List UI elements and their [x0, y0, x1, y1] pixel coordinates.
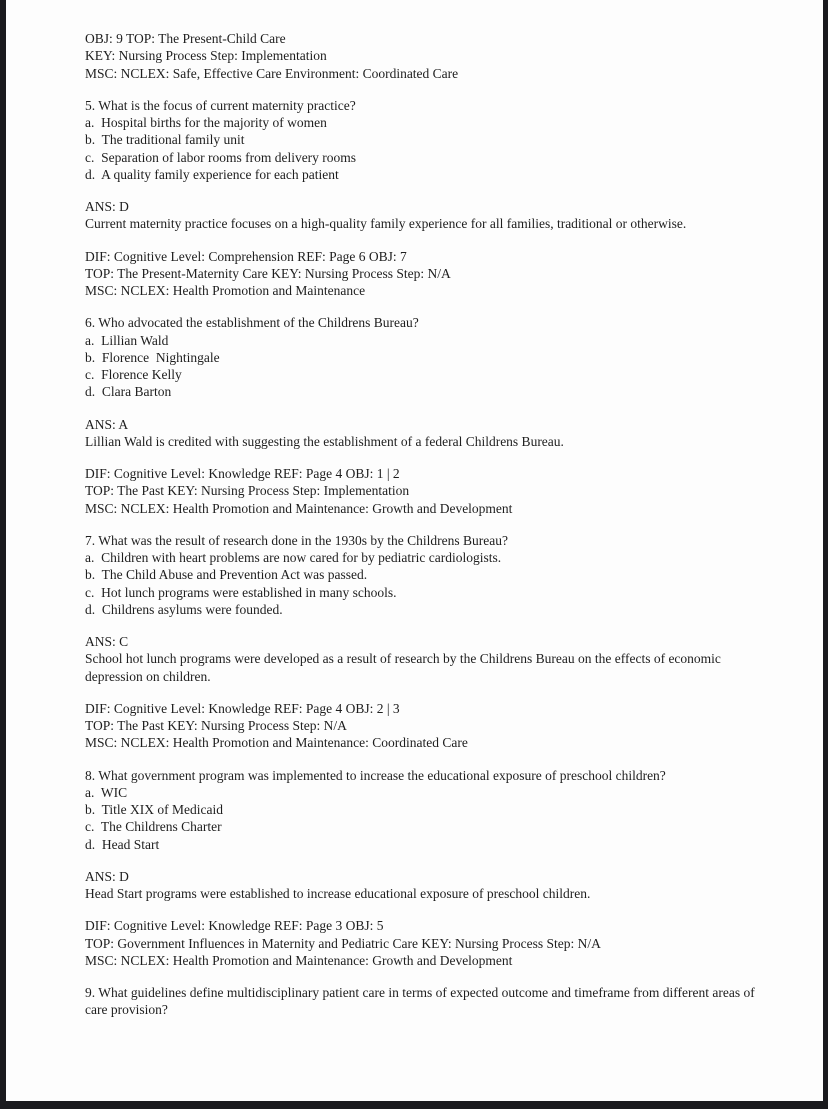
answer-option: d. Head Start — [85, 836, 160, 852]
answer-block — [85, 416, 760, 451]
question-text: 7. What was the result of research done in the 1930s by the Childrens Bureau? — [85, 532, 509, 548]
question-block — [85, 97, 760, 183]
question-block — [85, 314, 760, 400]
rationale-text: School hot lunch programs were developed as a result of research by the Childrens Bureau on the effects of economic depression on children. — [85, 651, 725, 684]
classification-line: TOP: Government Influences in Maternity and Pediatric Care KEY: Nursing Process Step: N/A — [85, 935, 601, 951]
document-page — [85, 30, 760, 1034]
classification-line: TOP: The Present-Maternity Care KEY: Nursing Process Step: N/A — [85, 265, 451, 281]
meta-line: KEY: Nursing Process Step: Implementation — [85, 48, 327, 64]
answer-option: b. The Child Abuse and Prevention Act was passed. — [85, 567, 368, 583]
question-text: 6. Who advocated the establishment of the Childrens Bureau? — [85, 315, 419, 331]
answer-option: b. Florence Nightingale — [85, 349, 220, 365]
classification-line: DIF: Cognitive Level: Comprehension REF: Page 6 OBJ: 7 — [85, 248, 407, 264]
answer-option: b. The traditional family unit — [85, 132, 245, 148]
answer-label: ANS: D — [85, 868, 129, 884]
answer-block — [85, 198, 760, 233]
answer-option: a. WIC — [85, 784, 128, 800]
classification-block — [85, 248, 760, 300]
answer-label: ANS: C — [85, 634, 129, 649]
rationale-text: Current maternity practice focuses on a high-quality family experience for all families, traditional or otherwise. — [85, 216, 687, 232]
classification-block — [85, 700, 760, 752]
classification-line: TOP: The Past KEY: Nursing Process Step: N/A — [85, 718, 347, 733]
answer-block — [85, 868, 760, 903]
answer-option: c. The Childrens Charter — [85, 819, 222, 835]
classification-block — [85, 465, 760, 517]
answer-option: a. Lillian Wald — [85, 332, 169, 348]
answer-label: ANS: D — [85, 199, 129, 214]
classification-line: MSC: NCLEX: Health Promotion and Maintenance: Growth and Development — [85, 952, 513, 968]
right-edge-bar — [823, 0, 828, 1109]
classification-line: DIF: Cognitive Level: Knowledge REF: Page 3 OBJ: 5 — [85, 918, 384, 934]
classification-line: MSC: NCLEX: Health Promotion and Maintenance: Growth and Development — [85, 500, 513, 516]
meta-line: OBJ: 9 TOP: The Present-Child Care — [85, 31, 286, 46]
answer-option: c. Hot lunch programs were established in many schools. — [85, 584, 397, 600]
meta-line: MSC: NCLEX: Safe, Effective Care Environment: Coordinated Care — [85, 65, 459, 81]
question-block — [85, 532, 760, 618]
question-text: 8. What government program was implemented to increase the educational exposure of preschool children? — [85, 767, 666, 783]
classification-block — [85, 917, 760, 969]
answer-option: a. Children with heart problems are now cared for by pediatric cardiologists. — [85, 550, 502, 565]
classification-line: DIF: Cognitive Level: Knowledge REF: Page 4 OBJ: 1 | 2 — [85, 466, 400, 481]
answer-option: d. Childrens asylums were founded. — [85, 601, 283, 617]
rationale-text: Lillian Wald is credited with suggesting the establishment of a federal Childrens Bureau. — [85, 433, 564, 449]
answer-option: c. Florence Kelly — [85, 367, 182, 382]
classification-line: MSC: NCLEX: Health Promotion and Maintenance: Coordinated Care — [85, 735, 468, 751]
answer-option: c. Separation of labor rooms from delivery rooms — [85, 149, 357, 165]
question-text: 9. What guidelines define multidisciplinary patient care in terms of expected outcome and timeframe from different areas of care provision? — [85, 985, 759, 1018]
rationale-text: Head Start programs were established to increase educational exposure of preschool children. — [85, 886, 591, 901]
answer-option: b. Title XIX of Medicaid — [85, 802, 223, 817]
question-text: 5. What is the focus of current maternity practice? — [85, 97, 356, 113]
answer-block — [85, 633, 760, 685]
question-block — [85, 767, 760, 853]
answer-option: a. Hospital births for the majority of women — [85, 115, 327, 130]
answer-option: d. A quality family experience for each patient — [85, 166, 339, 182]
answer-option: d. Clara Barton — [85, 384, 172, 400]
classification-line: MSC: NCLEX: Health Promotion and Maintenance — [85, 283, 366, 298]
answer-label: ANS: A — [85, 416, 129, 432]
metadata-block — [85, 30, 760, 82]
classification-line: TOP: The Past KEY: Nursing Process Step: Implementation — [85, 483, 410, 499]
question-block — [85, 984, 760, 1019]
left-edge-bar — [0, 0, 6, 1109]
bottom-bar — [0, 1101, 828, 1109]
classification-line: DIF: Cognitive Level: Knowledge REF: Page 4 OBJ: 2 | 3 — [85, 700, 400, 716]
